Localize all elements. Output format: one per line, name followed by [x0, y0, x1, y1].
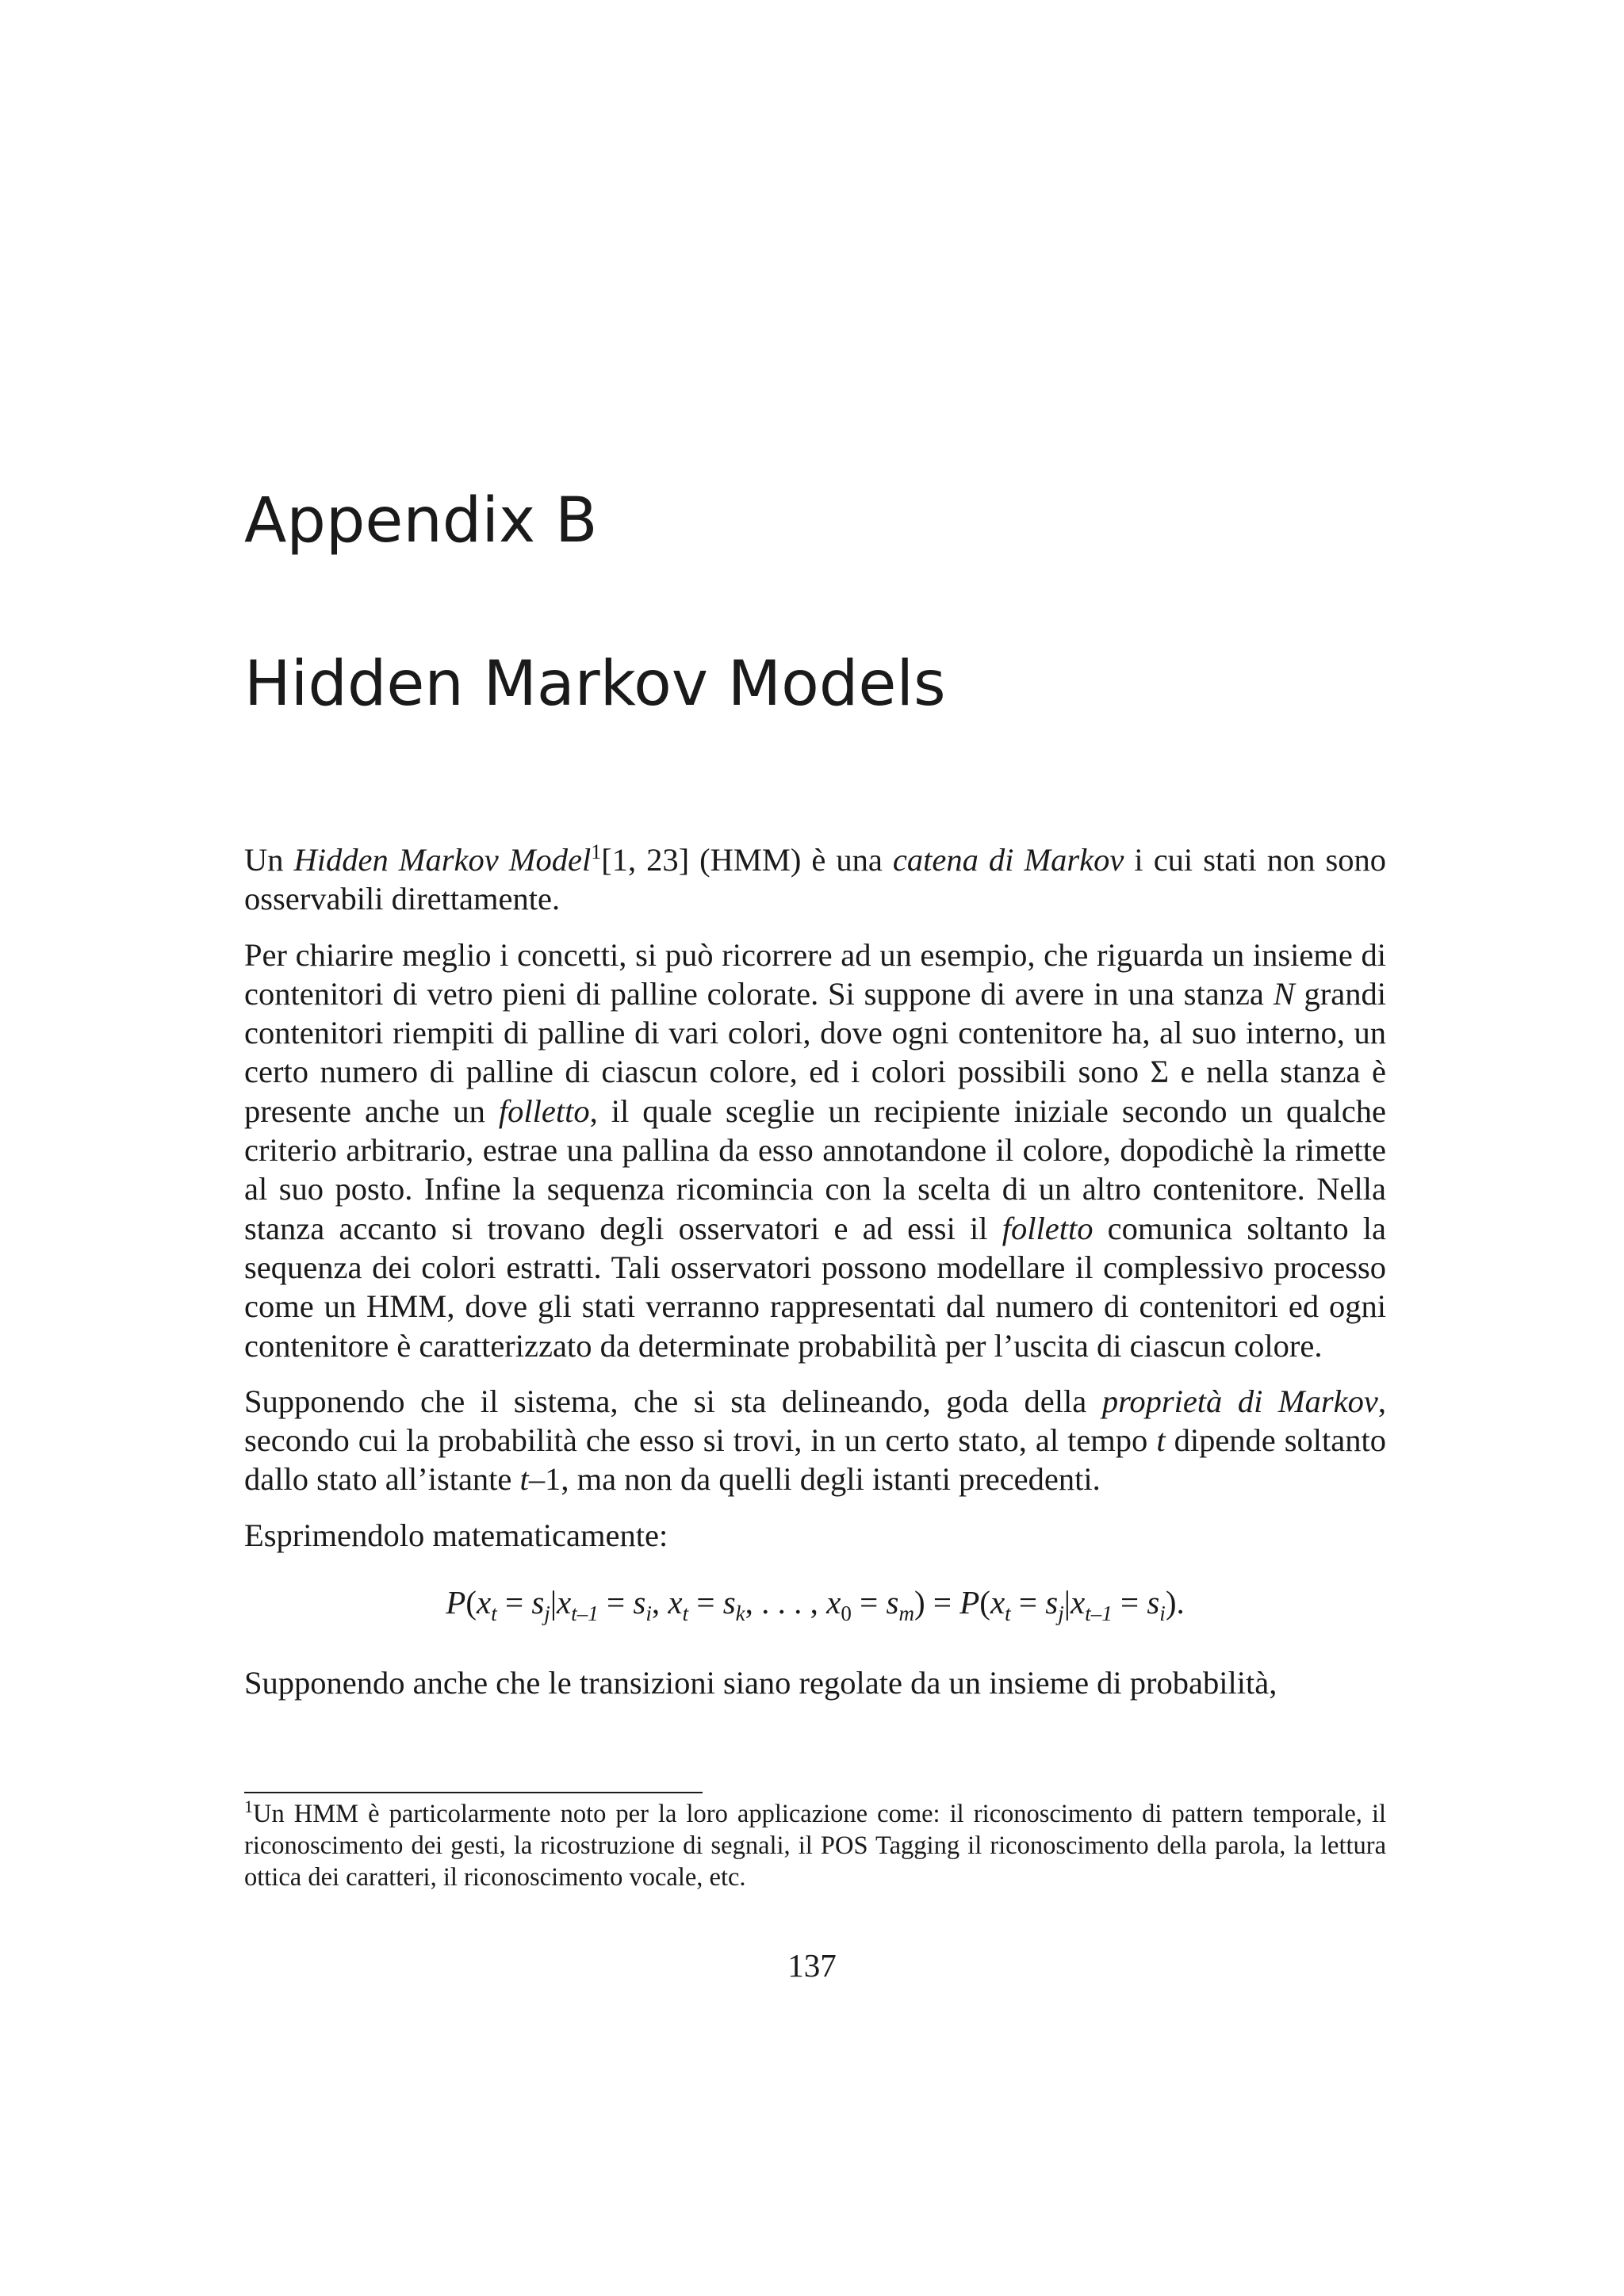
eq-equals: =: [598, 1584, 634, 1621]
eq-var: s: [633, 1584, 646, 1621]
eq-subscript: j: [544, 1601, 550, 1626]
eq-equals: =: [496, 1584, 532, 1621]
paragraph-transitions: Supponendo anche che le transizioni siano regolate da un insieme di probabilità,: [244, 1665, 1277, 1701]
eq-paren: (: [465, 1584, 477, 1621]
text-run: comunica soltanto la sequenza dei colori estratti. Tali osservatori possono modellare il complessivo processo come un HMM, dove gli stati verranno rappresentati dal numero di contenitori ed ogni contenitore è caratterizzato da determinate probabilità per l’uscita di ciascun colore.: [244, 1210, 1386, 1364]
italic-symbol: t: [1156, 1422, 1166, 1459]
italic-symbol: N: [1273, 975, 1295, 1012]
footnote-divider: [244, 1792, 703, 1793]
eq-var: x: [826, 1584, 841, 1621]
eq-var: x: [476, 1584, 492, 1621]
eq-var: x: [668, 1584, 683, 1621]
chapter-label: Appendix B: [244, 485, 598, 557]
italic-term: Hidden Markov Model: [293, 842, 592, 878]
chapter-title: Hidden Markov Models: [244, 649, 946, 720]
eq-var: s: [722, 1584, 736, 1621]
footnote: [244, 1798, 1386, 1893]
footnote-mark: 1: [244, 1797, 253, 1816]
text-run: , secondo cui la probabilità che esso si trovi, in un certo stato, al tempo: [244, 1383, 1386, 1459]
eq-equals: =: [851, 1584, 887, 1621]
eq-subscript: t: [1005, 1601, 1011, 1626]
eq-var: x: [990, 1584, 1005, 1621]
paragraph-example: [244, 936, 1386, 1365]
paragraph-markov-property: [244, 1382, 1386, 1499]
footnote-text: Un HMM è particolarmente noto per la loro applicazione come: il riconoscimento di pattern temporale, il riconoscimento dei gesti, la ricostruzione di segnali, il POS Tagging il riconoscimento della parola, la lettura ottica dei caratteri, il riconoscimento vocale, etc.: [244, 1800, 1386, 1892]
eq-var: x: [557, 1584, 572, 1621]
eq-var: s: [1045, 1584, 1059, 1621]
eq-subscript: k: [735, 1601, 745, 1626]
paragraph-intro: [244, 840, 1386, 919]
eq-subscript: j: [1058, 1601, 1064, 1626]
body-text: [244, 840, 1386, 1703]
eq-subscript: t: [491, 1601, 497, 1626]
eq-ellipsis: , . . . ,: [745, 1584, 827, 1621]
eq-bar: |: [550, 1584, 557, 1621]
text-run: [1, 23] (HMM) è una: [601, 842, 893, 878]
eq-var: s: [1147, 1584, 1160, 1621]
eq-P: P: [959, 1584, 980, 1621]
text-run: Un: [244, 842, 294, 878]
eq-var: s: [886, 1584, 899, 1621]
eq-subscript: i: [1159, 1601, 1166, 1626]
text-run: i cui stati non sono osservabili direttamente.: [244, 842, 1387, 917]
text-run: –1, ma non da quelli degli istanti precedenti.: [528, 1461, 1101, 1498]
italic-term: folletto: [498, 1093, 590, 1129]
text-run: Supponendo che il sistema, che si sta delineando, goda della: [244, 1383, 1102, 1419]
eq-var: x: [1070, 1584, 1086, 1621]
footnote-reference[interactable]: 1: [591, 840, 602, 863]
eq-var: s: [531, 1584, 545, 1621]
eq-subscript: t–1: [571, 1601, 599, 1626]
markov-equation: [244, 1583, 1386, 1626]
eq-equals: =: [688, 1584, 723, 1621]
eq-subscript: m: [898, 1601, 914, 1626]
eq-subscript: t–1: [1085, 1601, 1113, 1626]
eq-equals: =: [1010, 1584, 1046, 1621]
page-number: 137: [787, 1947, 837, 1984]
eq-bar: |: [1063, 1584, 1071, 1621]
text-run: Per chiarire meglio i concetti, si può ricorrere ad un esempio, che riguarda un insieme di contenitori di vetro pieni di palline colorate. Si suppone di avere in una stanza: [244, 936, 1386, 1012]
eq-subscript: 0: [841, 1601, 852, 1626]
italic-term: catena di Markov: [892, 842, 1124, 878]
eq-equals: =: [1112, 1584, 1147, 1621]
text-run: dipende soltanto dallo stato all’istante: [244, 1422, 1387, 1498]
eq-paren: ): [914, 1584, 925, 1621]
eq-paren: ).: [1165, 1584, 1185, 1621]
paragraph-math-intro: Esprimendolo matematicamente:: [244, 1517, 668, 1553]
italic-symbol: t: [519, 1461, 529, 1498]
text-run: grandi contenitori riempiti di palline di vari colori, dove ogni contenitore ha, al suo interno, un certo numero di palline di ciascun colore, ed i colori possibili sono Σ e nella stanza è presente anche un: [244, 975, 1387, 1129]
eq-paren: (: [979, 1584, 990, 1621]
eq-P: P: [446, 1584, 466, 1621]
eq-subscript: i: [645, 1601, 652, 1626]
eq-equals: =: [925, 1584, 960, 1621]
eq-subscript: t: [682, 1601, 689, 1626]
italic-term: folletto: [1002, 1210, 1094, 1246]
text-run: , il quale sceglie un recipiente iniziale secondo un qualche criterio arbitrario, estrae una pallina da esso annotandone il colore, dopodichè la rimette al suo posto. Infine la sequenza ricomincia con la scelta di un altro contenitore. Nella stanza accanto si trovano degli osservatori e ad essi il: [244, 1093, 1386, 1246]
eq-comma: ,: [651, 1584, 668, 1621]
italic-term: proprietà di Markov: [1101, 1383, 1378, 1419]
